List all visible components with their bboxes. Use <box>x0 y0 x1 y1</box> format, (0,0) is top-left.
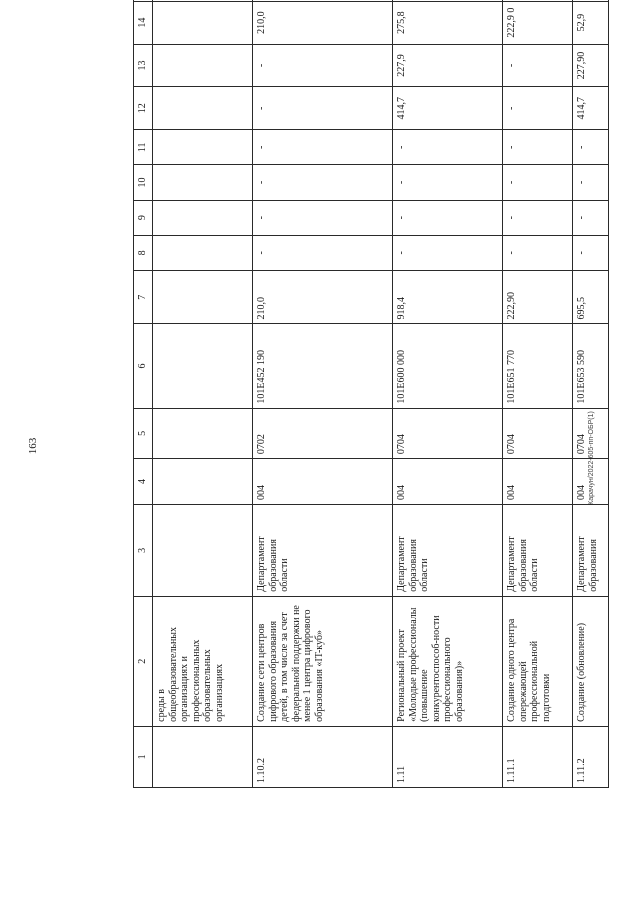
value-cell <box>153 0 253 1</box>
value-cell: - <box>503 87 573 130</box>
value-cell <box>153 44 253 87</box>
value-cell: - <box>573 200 609 235</box>
target-article: 101Е452 190 <box>253 324 393 408</box>
header-cell: 8 <box>134 235 153 270</box>
header-cell: 4 <box>134 459 153 505</box>
total-amount: 210,0 <box>253 270 393 324</box>
header-cell: 14 <box>134 1 153 44</box>
table-row <box>503 0 573 788</box>
value-cell: 52,9 <box>573 1 609 44</box>
header-row <box>134 0 153 788</box>
activity-name: Создание одного центра опережающей профессиональной подготовки <box>503 596 573 726</box>
header-cell: 2 <box>134 596 153 726</box>
total-amount <box>153 270 253 324</box>
value-cell: - <box>503 200 573 235</box>
header-cell <box>134 0 153 1</box>
executor <box>153 504 253 596</box>
grbs-code <box>153 459 253 505</box>
row-number: 1.11.2 <box>573 726 609 787</box>
value-cell: - <box>393 235 503 270</box>
value-cell: - <box>393 200 503 235</box>
header-cell: 1 <box>134 726 153 787</box>
value-cell: - <box>573 165 609 200</box>
value-cell <box>153 130 253 165</box>
target-article <box>153 324 253 408</box>
value-cell: 222,9 0 <box>503 1 573 44</box>
value-cell: - <box>503 44 573 87</box>
target-article: 101Е653 590 <box>573 324 609 408</box>
document-reference: Карачун/2022-605-пп-ОБР(1) <box>588 411 595 505</box>
value-cell <box>393 0 503 1</box>
value-cell: - <box>253 130 393 165</box>
row-number <box>153 726 253 787</box>
target-article: 101Е651 770 <box>503 324 573 408</box>
section-code: 0704 <box>503 408 573 458</box>
section-code: 0702 <box>253 408 393 458</box>
executor: Департамент образования области <box>393 504 503 596</box>
value-cell: - <box>503 235 573 270</box>
grbs-code: 004 <box>253 459 393 505</box>
value-cell: 414,7 <box>393 87 503 130</box>
target-article: 101Е600 000 <box>393 324 503 408</box>
executor: Департамент образования области <box>503 504 573 596</box>
executor: Департамент образования области <box>253 504 393 596</box>
table-row <box>573 0 609 788</box>
table-row <box>153 0 253 788</box>
budget-table <box>133 0 609 788</box>
header-cell: 7 <box>134 270 153 324</box>
value-cell: - <box>253 165 393 200</box>
value-cell: 227,9 <box>393 44 503 87</box>
value-cell <box>153 87 253 130</box>
value-cell: 414,7 <box>573 87 609 130</box>
value-cell: - <box>253 44 393 87</box>
value-cell: 275,8 <box>393 1 503 44</box>
value-cell <box>153 200 253 235</box>
total-amount: 695,5 <box>573 270 609 324</box>
page-number: 163 <box>27 437 39 455</box>
section-code: 0704 <box>573 408 609 458</box>
activity-name: Региональный проект «Молодые профессионалы (повышение конкурентоспособ-ности профессионального образования)» <box>393 596 503 726</box>
row-number: 1.11 <box>393 726 503 787</box>
value-cell: - <box>253 200 393 235</box>
header-cell: 5 <box>134 408 153 458</box>
total-amount: 918,4 <box>393 270 503 324</box>
header-cell: 10 <box>134 165 153 200</box>
value-cell: - <box>573 130 609 165</box>
activity-name: среды в общеобразовательных организациях и профессиональных образовательных организациях <box>153 596 253 726</box>
value-cell <box>153 1 253 44</box>
header-cell: 12 <box>134 87 153 130</box>
value-cell: - <box>503 130 573 165</box>
value-cell: 210,0 <box>253 1 393 44</box>
activity-name: Создание сети центров цифрового образования детей, в том числе за счет федеральной поддержки не менее 1 центра цифрового образования «IT-куб» <box>253 596 393 726</box>
grbs-code: 004 <box>573 459 609 505</box>
value-cell: - <box>253 235 393 270</box>
grbs-code: 004 <box>503 459 573 505</box>
value-cell <box>253 0 393 1</box>
grbs-code: 004 <box>393 459 503 505</box>
total-amount: 222,90 <box>503 270 573 324</box>
header-cell: 13 <box>134 44 153 87</box>
value-cell: 227,90 <box>573 44 609 87</box>
section-code: 0704 <box>393 408 503 458</box>
header-cell: 6 <box>134 324 153 408</box>
value-cell <box>503 0 573 1</box>
table-row <box>253 0 393 788</box>
row-number: 1.11.1 <box>503 726 573 787</box>
header-cell: 11 <box>134 130 153 165</box>
value-cell: - <box>393 130 503 165</box>
value-cell <box>573 0 609 1</box>
value-cell: - <box>573 235 609 270</box>
value-cell: - <box>393 165 503 200</box>
row-number: 1.10.2 <box>253 726 393 787</box>
header-cell: 9 <box>134 200 153 235</box>
section-code <box>153 408 253 458</box>
value-cell <box>153 165 253 200</box>
value-cell: - <box>253 87 393 130</box>
header-cell: 3 <box>134 504 153 596</box>
value-cell: - <box>503 165 573 200</box>
table-row <box>393 0 503 788</box>
executor: Департамент образования <box>573 504 609 596</box>
value-cell <box>153 235 253 270</box>
activity-name: Создание (обновление) <box>573 596 609 726</box>
